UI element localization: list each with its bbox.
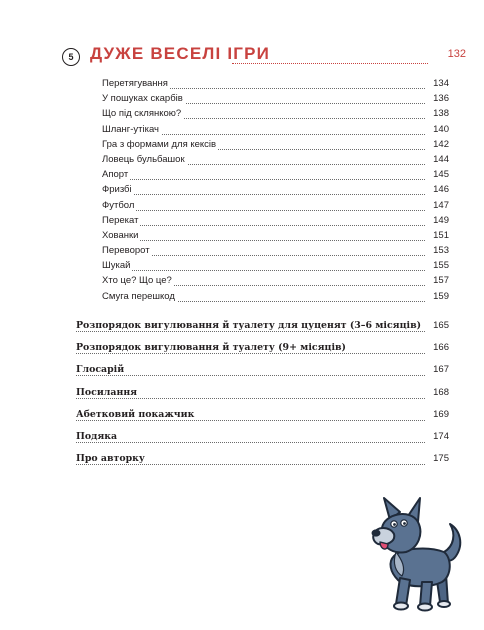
toc-subentry[interactable]	[102, 107, 449, 122]
toc-subentry-title: Смуга перешкод	[102, 290, 175, 302]
toc-entry-title: Розпорядок вигулювання й туалету для цуценят (3–6 місяців)	[76, 320, 424, 331]
toc-subentry-title: Хто це? Що це?	[102, 275, 172, 287]
toc-subentry[interactable]	[102, 168, 449, 183]
toc-entry[interactable]	[76, 429, 449, 451]
leader-dots	[102, 210, 425, 211]
toc-subentry-title: Гра з формами для кексів	[102, 138, 217, 150]
toc-subentry[interactable]	[102, 290, 449, 305]
toc-entry[interactable]	[76, 407, 449, 429]
toc-subentry-title: Шланг-утікач	[102, 123, 160, 135]
toc-entry[interactable]	[76, 451, 449, 473]
leader-dots	[102, 240, 425, 241]
toc-subentry-title: Хованки	[102, 229, 139, 241]
toc-subentry-title: У пошуках скарбів	[102, 93, 183, 105]
toc-entry-page: 174	[430, 431, 449, 442]
toc-subentry-page: 153	[433, 245, 449, 257]
toc-entry-title: Подяка	[76, 431, 120, 442]
leader-dots	[76, 464, 425, 465]
toc-subentry-page: 142	[433, 138, 449, 150]
toc-entry-page: 166	[430, 342, 449, 353]
toc-entry-page: 165	[430, 320, 449, 331]
leader-dots	[102, 194, 425, 195]
toc-subentry-page: 151	[433, 229, 449, 241]
toc-subentry-page: 134	[433, 78, 449, 89]
toc-subentry-title: Апорт	[102, 169, 129, 181]
toc-subentry-page: 146	[433, 184, 449, 196]
toc-subentry[interactable]	[102, 123, 449, 138]
toc-subentry-page: 147	[433, 199, 449, 211]
toc-subentry[interactable]	[102, 92, 449, 107]
toc-subentry-page: 157	[433, 275, 449, 287]
dog-illustration	[366, 494, 476, 616]
toc-entry-page: 175	[430, 453, 449, 464]
leader-dots	[76, 353, 425, 354]
toc-subentry-title: Переворот	[102, 245, 150, 257]
toc-subentry[interactable]	[102, 244, 449, 259]
toc-subentry[interactable]	[102, 138, 449, 153]
leader-dots	[76, 398, 425, 399]
toc-entry-page: 167	[430, 364, 449, 375]
toc-subentry[interactable]	[102, 259, 449, 274]
toc-entry-title: Посилання	[76, 387, 140, 398]
toc-subentry-page: 144	[433, 153, 449, 165]
leader-dots	[76, 375, 425, 376]
toc-entry[interactable]	[76, 340, 449, 362]
toc-subentry-page: 149	[433, 214, 449, 226]
toc-subentry-title: Ловець бульбашок	[102, 153, 185, 165]
appendix-entries-list	[76, 318, 449, 473]
leader-dots	[76, 420, 425, 421]
chapter-subentries-list	[102, 77, 449, 305]
leader-dots	[76, 331, 425, 332]
toc-subentry-page: 159	[433, 290, 449, 302]
toc-entry-page: 169	[430, 409, 449, 420]
toc-entry-title: Глосарій	[76, 364, 127, 375]
toc-entry-page: 168	[430, 387, 449, 398]
toc-entry[interactable]	[76, 318, 449, 340]
toc-subentry[interactable]	[102, 77, 449, 92]
toc-subentry[interactable]	[102, 183, 449, 198]
toc-subentry[interactable]	[102, 199, 449, 214]
toc-subentry-title: Що під склянкою?	[102, 108, 182, 120]
leader-dots	[102, 179, 425, 180]
toc-subentry-title: Перекат	[102, 214, 139, 226]
toc-subentry-page: 136	[433, 93, 449, 105]
toc-entry-title: Про авторку	[76, 453, 148, 464]
chapter-page-number: 132	[447, 48, 466, 60]
toc-subentry[interactable]	[102, 229, 449, 244]
toc-subentry-page: 145	[433, 169, 449, 181]
toc-subentry-page: 138	[433, 108, 449, 120]
toc-subentry[interactable]	[102, 214, 449, 229]
leader-dots	[102, 270, 425, 271]
chapter-number-badge: 5	[62, 48, 80, 66]
leader-dots	[76, 442, 425, 443]
chapter-heading	[62, 44, 466, 70]
toc-entry[interactable]	[76, 385, 449, 407]
chapter-leader-dots	[232, 63, 428, 64]
toc-entry-title: Абетковий покажчик	[76, 409, 197, 420]
toc-subentry[interactable]	[102, 274, 449, 289]
toc-subentry[interactable]	[102, 153, 449, 168]
toc-subentry-title: Шукай	[102, 260, 131, 272]
leader-dots	[102, 225, 425, 226]
toc-entry-title: Розпорядок вигулювання й туалету (9+ місяців)	[76, 342, 349, 353]
toc-entry[interactable]	[76, 362, 449, 384]
toc-subentry-title: Фризбі	[102, 184, 132, 196]
toc-subentry-title: Перетягування	[102, 78, 168, 89]
chapter-title: ДУЖЕ ВЕСЕЛІ ІГРИ	[90, 44, 271, 63]
toc-subentry-title: Футбол	[102, 199, 135, 211]
toc-subentry-page: 140	[433, 123, 449, 135]
toc-subentry-page: 155	[433, 260, 449, 272]
